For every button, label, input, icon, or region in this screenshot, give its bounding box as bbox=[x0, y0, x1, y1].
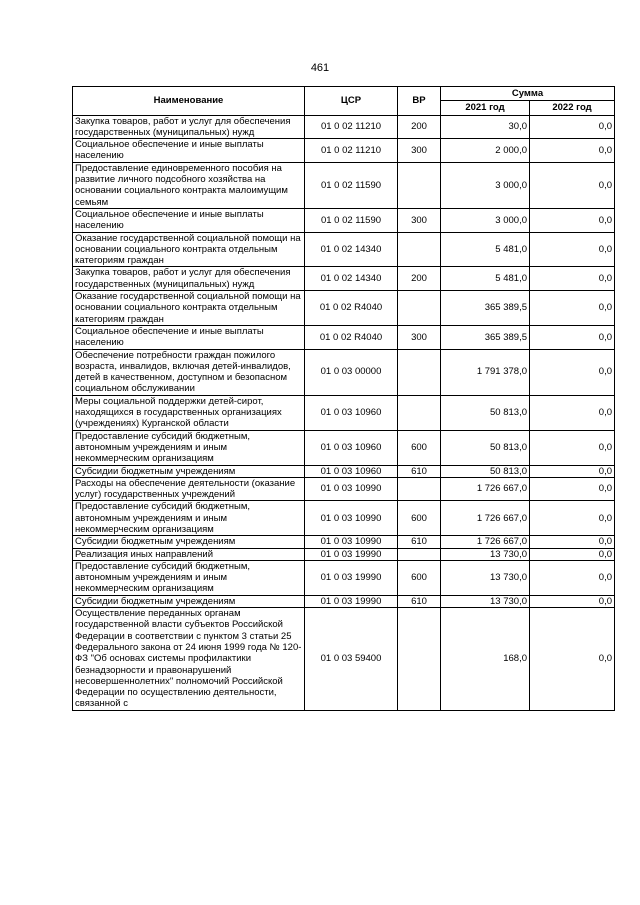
table-row bbox=[73, 291, 615, 326]
row-name-cell: Оказание государственной социальной помощи на основании социального контракта отдельным категориям граждан bbox=[73, 291, 305, 326]
row-csr-cell: 01 0 03 59400 bbox=[305, 608, 398, 711]
row-vr-cell bbox=[398, 608, 441, 711]
row-csr-cell: 01 0 02 11210 bbox=[305, 115, 398, 139]
row-name-cell: Предоставление субсидий бюджетным, автономным учреждениям и иным некоммерческим организациям bbox=[73, 430, 305, 465]
table-row bbox=[73, 465, 615, 477]
row-2021-cell: 3 000,0 bbox=[441, 208, 530, 232]
row-vr-cell: 600 bbox=[398, 560, 441, 595]
row-2022-cell: 0,0 bbox=[530, 465, 615, 477]
header-sum: Сумма bbox=[441, 87, 615, 101]
row-csr-cell: 01 0 03 10990 bbox=[305, 477, 398, 501]
row-2022-cell: 0,0 bbox=[530, 349, 615, 395]
table-row bbox=[73, 595, 615, 607]
row-csr-cell: 01 0 02 14340 bbox=[305, 232, 398, 267]
table-row bbox=[73, 501, 615, 536]
table-row bbox=[73, 548, 615, 560]
row-2021-cell: 365 389,5 bbox=[441, 291, 530, 326]
row-vr-cell bbox=[398, 291, 441, 326]
row-2021-cell: 5 481,0 bbox=[441, 267, 530, 291]
row-2022-cell: 0,0 bbox=[530, 430, 615, 465]
row-2021-cell: 1 791 378,0 bbox=[441, 349, 530, 395]
row-vr-cell bbox=[398, 395, 441, 430]
row-2021-cell: 365 389,5 bbox=[441, 325, 530, 349]
row-2022-cell: 0,0 bbox=[530, 139, 615, 163]
row-2021-cell: 13 730,0 bbox=[441, 595, 530, 607]
row-csr-cell: 01 0 03 10960 bbox=[305, 465, 398, 477]
row-name-cell: Закупка товаров, работ и услуг для обеспечения государственных (муниципальных) нужд bbox=[73, 267, 305, 291]
row-vr-cell bbox=[398, 232, 441, 267]
row-vr-cell: 610 bbox=[398, 536, 441, 548]
table-row bbox=[73, 477, 615, 501]
row-2021-cell: 1 726 667,0 bbox=[441, 477, 530, 501]
row-2022-cell: 0,0 bbox=[530, 548, 615, 560]
table-row bbox=[73, 115, 615, 139]
row-2022-cell: 0,0 bbox=[530, 325, 615, 349]
header-csr: ЦСР bbox=[305, 87, 398, 116]
row-name-cell: Меры социальной поддержки детей-сирот, находящихся в государственных организациях (учреждениях) Курганской области bbox=[73, 395, 305, 430]
table-row bbox=[73, 536, 615, 548]
row-name-cell: Предоставление субсидий бюджетным, автономным учреждениям и иным некоммерческим организациям bbox=[73, 560, 305, 595]
table-row bbox=[73, 560, 615, 595]
row-2021-cell: 13 730,0 bbox=[441, 560, 530, 595]
row-2022-cell: 0,0 bbox=[530, 115, 615, 139]
row-2021-cell: 2 000,0 bbox=[441, 139, 530, 163]
row-2021-cell: 50 813,0 bbox=[441, 430, 530, 465]
row-name-cell: Расходы на обеспечение деятельности (оказание услуг) государственных учреждений bbox=[73, 477, 305, 501]
row-name-cell: Обеспечение потребности граждан пожилого возраста, инвалидов, включая детей-инвалидов, детей в качественном, доступном и безопасном социальном обслуживании bbox=[73, 349, 305, 395]
row-vr-cell: 200 bbox=[398, 267, 441, 291]
row-2022-cell: 0,0 bbox=[530, 560, 615, 595]
row-name-cell: Социальное обеспечение и иные выплаты населению bbox=[73, 325, 305, 349]
row-2022-cell: 0,0 bbox=[530, 536, 615, 548]
table-body bbox=[73, 115, 615, 710]
row-2021-cell: 3 000,0 bbox=[441, 162, 530, 208]
row-name-cell: Осуществление переданных органам государственной власти субъектов Российской Федерации в соответствии с пунктом 3 статьи 25 Федерального закона от 24 июня 1999 года № 120-ФЗ "Об основах системы профилактики безнадзорности и правонарушений несовершеннолетних" полномочий Российской Федерации по осуществлению деятельности, связанной с bbox=[73, 608, 305, 711]
row-2022-cell: 0,0 bbox=[530, 477, 615, 501]
row-2022-cell: 0,0 bbox=[530, 208, 615, 232]
header-year-2021: 2021 год bbox=[441, 101, 530, 115]
table-row bbox=[73, 208, 615, 232]
row-2021-cell: 50 813,0 bbox=[441, 395, 530, 430]
row-2022-cell: 0,0 bbox=[530, 501, 615, 536]
row-csr-cell: 01 0 02 14340 bbox=[305, 267, 398, 291]
row-csr-cell: 01 0 03 10990 bbox=[305, 536, 398, 548]
row-vr-cell bbox=[398, 477, 441, 501]
row-2022-cell: 0,0 bbox=[530, 395, 615, 430]
row-vr-cell bbox=[398, 162, 441, 208]
row-2021-cell: 1 726 667,0 bbox=[441, 536, 530, 548]
row-2021-cell: 5 481,0 bbox=[441, 232, 530, 267]
row-vr-cell: 610 bbox=[398, 465, 441, 477]
row-csr-cell: 01 0 03 10990 bbox=[305, 501, 398, 536]
row-name-cell: Закупка товаров, работ и услуг для обеспечения государственных (муниципальных) нужд bbox=[73, 115, 305, 139]
table-header bbox=[73, 87, 615, 116]
table-row bbox=[73, 139, 615, 163]
row-csr-cell: 01 0 03 10960 bbox=[305, 395, 398, 430]
row-name-cell: Социальное обеспечение и иные выплаты населению bbox=[73, 208, 305, 232]
row-csr-cell: 01 0 03 19990 bbox=[305, 595, 398, 607]
row-csr-cell: 01 0 02 R4040 bbox=[305, 291, 398, 326]
table-row bbox=[73, 395, 615, 430]
row-csr-cell: 01 0 03 10960 bbox=[305, 430, 398, 465]
row-csr-cell: 01 0 03 19990 bbox=[305, 548, 398, 560]
row-name-cell: Субсидии бюджетным учреждениям bbox=[73, 595, 305, 607]
header-name: Наименование bbox=[73, 87, 305, 116]
row-csr-cell: 01 0 02 11590 bbox=[305, 162, 398, 208]
table-row bbox=[73, 349, 615, 395]
header-vr: ВР bbox=[398, 87, 441, 116]
table-row bbox=[73, 232, 615, 267]
row-2022-cell: 0,0 bbox=[530, 232, 615, 267]
row-vr-cell: 600 bbox=[398, 501, 441, 536]
row-2022-cell: 0,0 bbox=[530, 162, 615, 208]
row-2021-cell: 168,0 bbox=[441, 608, 530, 711]
row-vr-cell: 300 bbox=[398, 139, 441, 163]
row-vr-cell: 200 bbox=[398, 115, 441, 139]
row-vr-cell bbox=[398, 548, 441, 560]
row-csr-cell: 01 0 02 11210 bbox=[305, 139, 398, 163]
row-vr-cell bbox=[398, 349, 441, 395]
row-csr-cell: 01 0 02 R4040 bbox=[305, 325, 398, 349]
row-csr-cell: 01 0 02 11590 bbox=[305, 208, 398, 232]
row-name-cell: Предоставление единовременного пособия на развитие личного подсобного хозяйства на основании социального контракта малоимущим семьям bbox=[73, 162, 305, 208]
row-2022-cell: 0,0 bbox=[530, 595, 615, 607]
row-name-cell: Оказание государственной социальной помощи на основании социального контракта отдельным категориям граждан bbox=[73, 232, 305, 267]
table-row bbox=[73, 325, 615, 349]
table-row bbox=[73, 162, 615, 208]
row-csr-cell: 01 0 03 19990 bbox=[305, 560, 398, 595]
row-2021-cell: 13 730,0 bbox=[441, 548, 530, 560]
row-name-cell: Субсидии бюджетным учреждениям bbox=[73, 465, 305, 477]
row-name-cell: Социальное обеспечение и иные выплаты населению bbox=[73, 139, 305, 163]
row-vr-cell: 300 bbox=[398, 208, 441, 232]
row-name-cell: Предоставление субсидий бюджетным, автономным учреждениям и иным некоммерческим организациям bbox=[73, 501, 305, 536]
row-2021-cell: 1 726 667,0 bbox=[441, 501, 530, 536]
row-csr-cell: 01 0 03 00000 bbox=[305, 349, 398, 395]
row-2022-cell: 0,0 bbox=[530, 608, 615, 711]
header-year-2022: 2022 год bbox=[530, 101, 615, 115]
row-2022-cell: 0,0 bbox=[530, 267, 615, 291]
row-2022-cell: 0,0 bbox=[530, 291, 615, 326]
budget-table bbox=[72, 86, 615, 711]
row-name-cell: Субсидии бюджетным учреждениям bbox=[73, 536, 305, 548]
row-name-cell: Реализация иных направлений bbox=[73, 548, 305, 560]
row-vr-cell: 300 bbox=[398, 325, 441, 349]
row-2021-cell: 50 813,0 bbox=[441, 465, 530, 477]
row-vr-cell: 600 bbox=[398, 430, 441, 465]
row-vr-cell: 610 bbox=[398, 595, 441, 607]
table-row bbox=[73, 608, 615, 711]
table-row bbox=[73, 267, 615, 291]
page-number: 461 bbox=[310, 62, 330, 74]
row-2021-cell: 30,0 bbox=[441, 115, 530, 139]
table-row bbox=[73, 430, 615, 465]
